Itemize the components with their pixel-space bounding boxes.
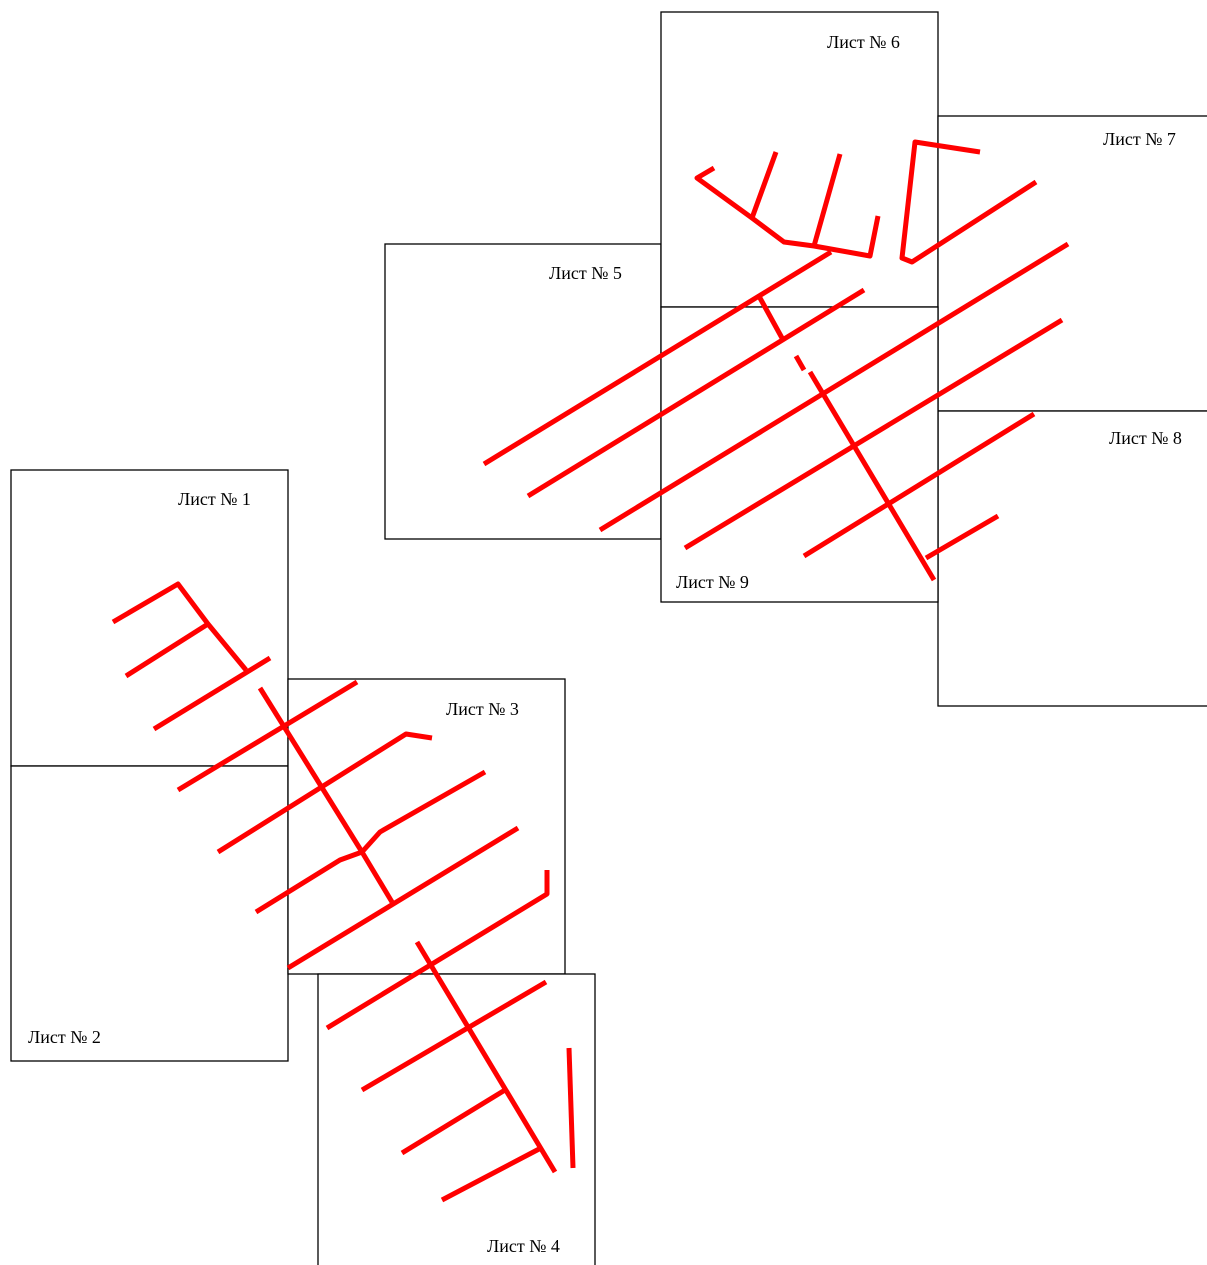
sheet-frame-3 [288,679,565,974]
sheet-label-8: Лист № 8 [1109,428,1182,448]
sheet-frame-1 [11,470,288,766]
sheet-label-6: Лист № 6 [827,32,900,52]
sheet-frame-7 [938,116,1207,411]
sheet-label-9: Лист № 9 [676,572,749,592]
sheet-frames [11,12,1207,1265]
sheet-frame-5 [385,244,661,539]
sheet-label-1: Лист № 1 [178,489,251,509]
sheet-frame-2 [11,766,288,1061]
sheet-frame-8 [938,411,1207,706]
sheet-label-2: Лист № 2 [28,1027,101,1047]
sheet-label-4: Лист № 4 [487,1236,560,1256]
sheet-label-3: Лист № 3 [446,699,519,719]
sheet-label-7: Лист № 7 [1103,129,1176,149]
sheet-frame-6 [661,12,938,307]
sheet-label-5: Лист № 5 [549,263,622,283]
